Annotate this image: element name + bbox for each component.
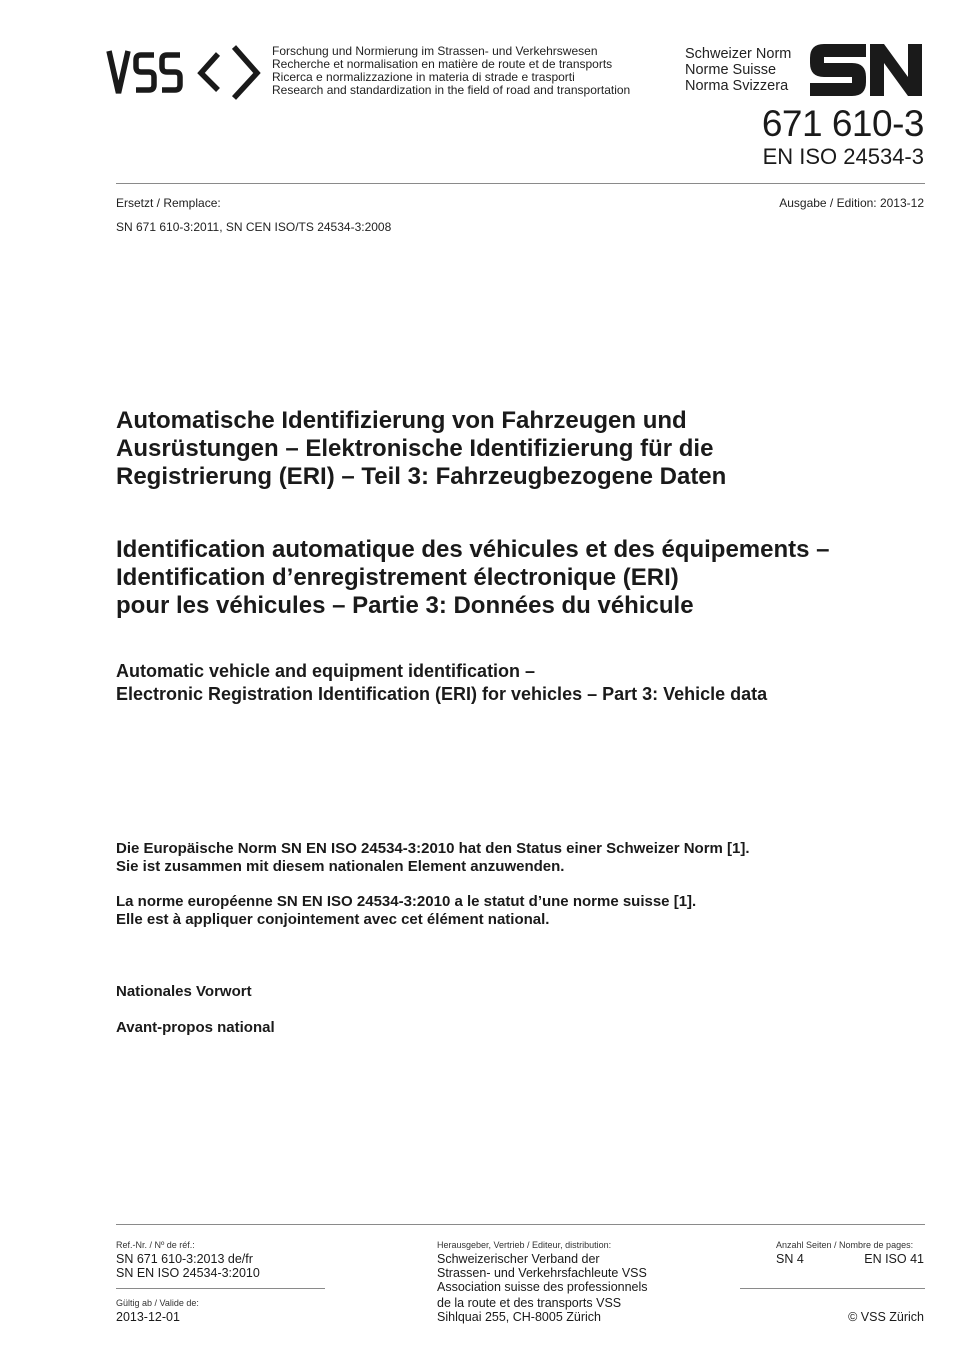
title-french-line: pour les véhicules – Partie 3: Données du véhicule <box>116 592 694 619</box>
publisher-line: Schweizerischer Verband der <box>437 1252 600 1266</box>
sn-label-it: Norma Svizzera <box>685 78 789 94</box>
footer-right-divider <box>740 1288 925 1289</box>
title-german-line: Registrierung (ERI) – Teil 3: Fahrzeugbezogene Daten <box>116 463 727 490</box>
edition-info: Ausgabe / Edition: 2013-12 <box>779 196 924 210</box>
publisher-label: Herausgeber, Vertrieb / Editeur, distribution: <box>437 1240 612 1250</box>
vss-tagline-it: Ricerca e normalizzazione in materia di strade e trasporti <box>272 70 575 84</box>
notice-french-line: Elle est à appliquer conjointement avec cet élément national. <box>116 911 550 928</box>
notice-french-line: La norme européenne SN EN ISO 24534-3:2010 a le statut d’une norme suisse [1]. <box>116 893 697 910</box>
valid-from-value: 2013-12-01 <box>116 1310 180 1324</box>
vss-tagline-de: Forschung und Normierung im Strassen- und Verkehrswesen <box>272 44 598 58</box>
sn-label-fr: Norme Suisse <box>685 62 777 78</box>
vss-tagline <box>272 45 630 97</box>
notice-german-line: Sie ist zusammen mit diesem nationalen Element anzuwenden. <box>116 858 565 875</box>
notice-german-line: Die Europäische Norm SN EN ISO 24534-3:2010 hat den Status einer Schweizer Norm [1]. <box>116 840 750 857</box>
ref-value-en: SN EN ISO 24534-3:2010 <box>116 1266 260 1280</box>
en-standard-number: EN ISO 24534-3 <box>762 144 924 169</box>
vss-logo <box>106 42 264 102</box>
header-divider <box>116 183 925 184</box>
pages-sn: SN 4 <box>776 1252 804 1266</box>
vss-tagline-fr: Recherche et normalisation en matière de route et de transports <box>272 57 613 71</box>
title-english-line: Automatic vehicle and equipment identification – <box>116 661 536 681</box>
copyright: © VSS Zürich <box>848 1310 924 1324</box>
notice-german <box>116 840 936 876</box>
publisher-line: Association suisse des professionnels <box>437 1280 648 1294</box>
replaces-label: Ersetzt / Remplace: <box>116 196 221 210</box>
footer-left-divider <box>116 1288 325 1289</box>
notice-french <box>116 893 936 929</box>
title-english-line: Electronic Registration Identification (ERI) for vehicles – Part 3: Vehicle data <box>116 684 768 704</box>
sn-logo <box>808 44 924 96</box>
ref-value-sn: SN 671 610-3:2013 de/fr <box>116 1252 253 1266</box>
replaces-value: SN 671 610-3:2011, SN CEN ISO/TS 24534-3:2008 <box>116 220 392 234</box>
document-number: 671 610-3 <box>761 103 924 144</box>
sn-labels <box>685 46 791 94</box>
foreword-heading-german: Nationales Vorwort <box>116 983 252 1000</box>
footer-divider <box>116 1224 925 1225</box>
valid-from-label: Gültig ab / Valide de: <box>116 1298 199 1308</box>
ref-label: Ref.-Nr. / Nº de réf.: <box>116 1240 195 1250</box>
pages-label: Anzahl Seiten / Nombre de pages: <box>776 1240 914 1250</box>
sn-label-de: Schweizer Norm <box>685 46 792 62</box>
vss-tagline-en: Research and standardization in the field of road and transportation <box>272 83 631 97</box>
title-french <box>116 536 936 620</box>
publisher-line: Strassen- und Verkehrsfachleute VSS <box>437 1266 647 1280</box>
title-german-line: Automatische Identifizierung von Fahrzeugen und <box>116 407 687 434</box>
title-german-line: Ausrüstungen – Elektronische Identifizierung für die <box>116 435 714 462</box>
pages-en: EN ISO 41 <box>864 1252 924 1266</box>
title-french-line: Identification d’enregistrement électronique (ERI) <box>116 564 679 591</box>
publisher-line: Sihlquai 255, CH-8005 Zürich <box>437 1310 601 1324</box>
title-german <box>116 407 936 491</box>
title-french-line: Identification automatique des véhicules et des équipements – <box>116 536 830 563</box>
publisher-line: de la route et des transports VSS <box>437 1296 622 1310</box>
title-english <box>116 660 936 706</box>
foreword-heading-french: Avant-propos national <box>116 1019 275 1036</box>
